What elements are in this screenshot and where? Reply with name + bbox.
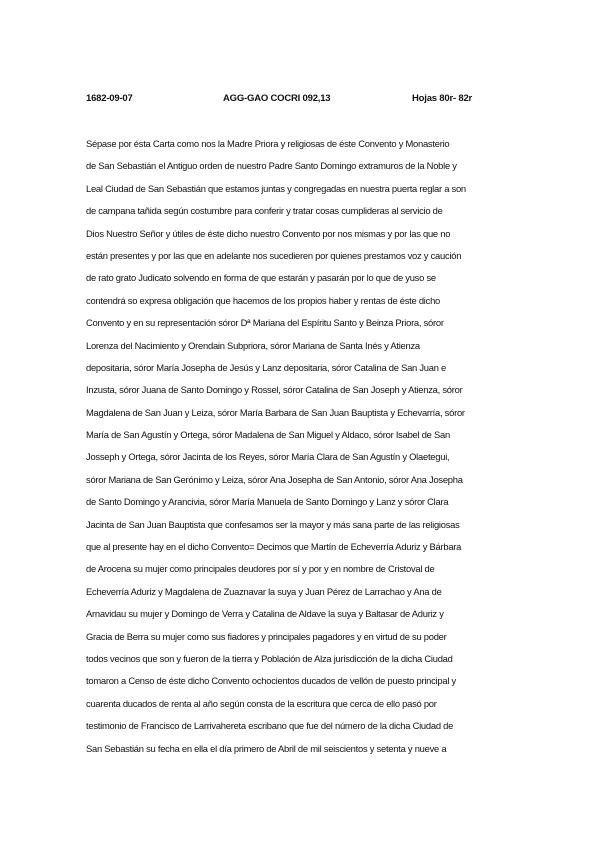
text-line: tomaron a Censo de éste dicho Convento ochocientos ducados de vellón de puesto principal y (86, 675, 456, 687)
text-line: están presentes y por las que en adelante nos sucedieren por quienes prestamos voz y caución (86, 249, 462, 261)
text-line: Gracia de Berra su mujer como sus fiadores y principales pagadores y en virtud de su poder (86, 630, 447, 642)
text-line: contendrá so expresa obligación que hacemos de los propios haber y rentas de éste dicho (86, 294, 441, 306)
text-line: depositaria, sóror María Josepha de Jesús y Lanz depositaria, sóror Catalina de San Juan e (86, 361, 447, 373)
text-line: Leal Ciudad de San Sebastián que estamos juntas y congregadas en nuestra puerta reglar a son (86, 182, 466, 194)
text-line: testimonio de Francisco de Larrivahereta escribano que fue del número de la dicha Ciudad de (86, 720, 454, 732)
text-line: San Sebastián su fecha en ella el día primero de Abril de mil seiscientos y setenta y nueve a (86, 742, 447, 754)
text-line: que al presente hay en el dicho Convento= Decimos que Martín de Echeverría Aduriz y Bárbara (86, 541, 462, 553)
text-line: Magdalena de San Juan y Leiza, sóror María Barbara de San Juan Bauptista y Echevarría, sóror (86, 406, 465, 418)
page-range: Hojas 80r- 82r (412, 93, 473, 104)
text-line: Arnavidau su mujer y Domingo de Verra y Catalina de Aldave la suya y Baltasar de Aduriz y (86, 608, 444, 620)
document-body (86, 133, 518, 760)
text-line: todos vecinos que son y fueron de la tierra y Población de Alza jurisdicción de la dicha Ciudad (86, 652, 453, 664)
document-date: 1682-09-07 (86, 93, 133, 104)
text-line: de campana tañida según costumbre para conferir y tratar cosas cumplideras al servicio de (86, 205, 443, 217)
text-line: Josseph y Ortega, sóror Jacinta de los Reyes, sóror María Clara de San Agustín y Olaetegui, (86, 451, 450, 463)
text-line: Jacinta de San Juan Bauptista que confesamos ser la mayor y más sana parte de las religiosas (86, 518, 460, 530)
text-line: Convento y en su representación sóror Dª Mariana del Espíritu Santo y Beinza Priora, sóror (86, 317, 444, 329)
text-line: Echeverría Aduriz y Magdalena de Zuaznavar la suya y Juan Pérez de Larrachao y Ana de (86, 585, 442, 597)
archive-reference: AGG-GAO COCRI 092,13 (223, 93, 331, 104)
text-line: Sépase por ésta Carta como nos la Madre Priora y religiosas de éste Convento y Monasterio (86, 138, 450, 149)
text-line: María de San Agustín y Ortega, sóror Madalena de San Miguel y Aldaco, sóror Isabel de San (86, 429, 450, 441)
text-line: Inzusta, sóror Juana de Santo Domingo y Rossel, sóror Catalina de San Joseph y Atienza, sóror (86, 384, 463, 396)
text-line: de San Sebastián el Antiguo orden de nuestro Padre Santo Domingo extramuros de la Noble y (86, 160, 457, 172)
text-line: Dios Nuestro Señor y útiles de éste dicho nuestro Convento por nos mismas y por las que no (86, 227, 451, 239)
text-line: de Santo Domingo y Arancivia, sóror María Manuela de Santo Domingo y Lanz y sóror Clara (86, 496, 449, 508)
text-line: de Arocena su mujer como principales deudores por sí y por y en nombre de Cristoval de (86, 563, 435, 575)
text-line: sóror Mariana de San Gerónimo y Leiza, sóror Ana Josepha de San Antonio, sóror Ana Josepha (86, 473, 463, 485)
text-line: cuarenta ducados de renta al año según consta de la escritura que cerca de ello pasó por (86, 697, 437, 709)
text-line: Lorenza del Nacimiento y Orendain Subpriora, sóror Mariana de Santa Inés y Atienza (86, 339, 420, 351)
text-line: de rato grato Judicato solvendo en forma de que estarán y pasarán por lo que de yuso se (86, 272, 436, 284)
document-header (86, 93, 516, 109)
